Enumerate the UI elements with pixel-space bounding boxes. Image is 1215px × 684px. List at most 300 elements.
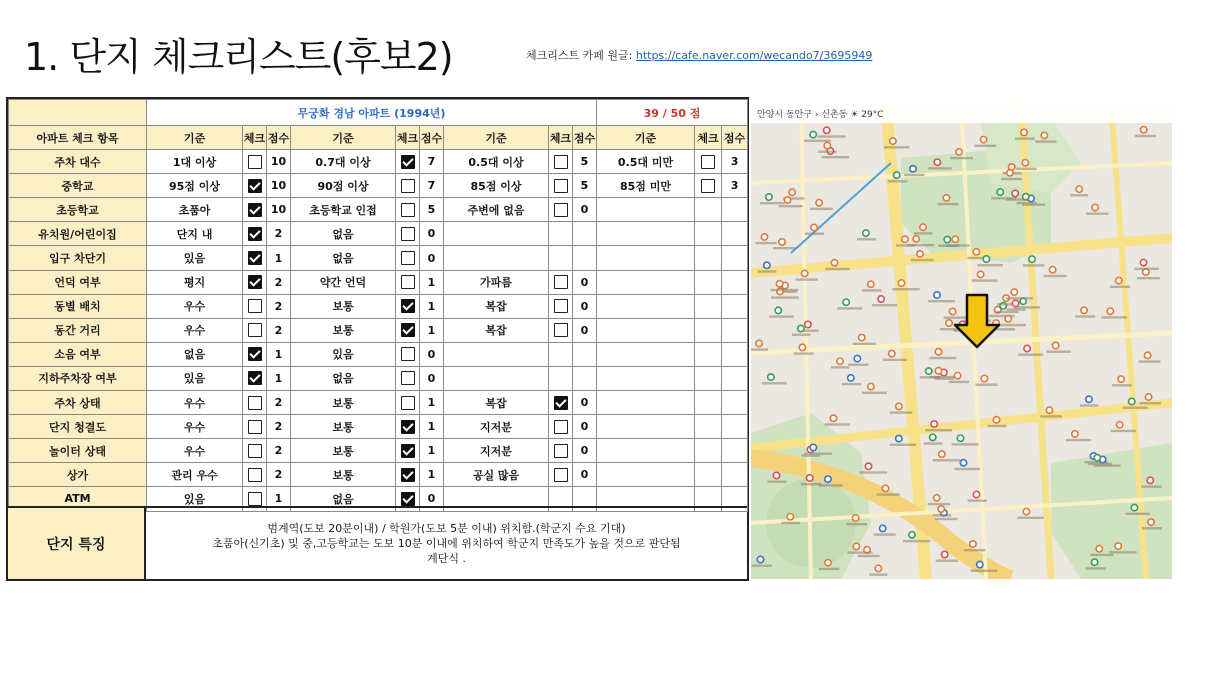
poi-marker (859, 334, 865, 340)
poi-marker (764, 262, 770, 268)
poi-marker (983, 256, 989, 262)
poi-label (1090, 554, 1113, 556)
check-cell (243, 198, 267, 222)
poi-label (805, 233, 824, 235)
checkbox-unchecked[interactable] (401, 396, 415, 410)
criterion-cell (444, 366, 549, 390)
poi-marker (1131, 504, 1137, 510)
poi-label (903, 540, 930, 542)
poi-marker (779, 239, 785, 245)
poi-label (1023, 264, 1044, 266)
poi-marker (868, 383, 874, 389)
checkbox-unchecked[interactable] (248, 420, 262, 434)
poi-marker (757, 556, 763, 562)
poi-marker (810, 131, 816, 137)
poi-label (971, 570, 997, 572)
points-cell (722, 222, 748, 246)
criterion-cell: 85점 이상 (444, 174, 549, 198)
poi-marker (824, 142, 830, 148)
poi-marker (1005, 316, 1011, 322)
checkbox-unchecked[interactable] (701, 179, 715, 193)
check-cell (396, 246, 420, 270)
poi-label (924, 442, 943, 444)
header-row (9, 126, 748, 150)
criterion-cell: 보통 (291, 415, 396, 439)
check-cell (396, 270, 420, 294)
checkbox-unchecked[interactable] (701, 155, 715, 169)
checkbox-unchecked[interactable] (248, 396, 262, 410)
check-cell (549, 198, 573, 222)
poi-marker (1011, 289, 1017, 295)
points-cell: 2 (267, 270, 291, 294)
criterion-cell (597, 198, 695, 222)
checklist-row (9, 342, 748, 366)
poi-marker (926, 368, 932, 374)
poi-label (1125, 513, 1149, 515)
poi-label (935, 518, 958, 520)
feature-line: 범계역(도보 20분이내) / 학원가(도보 5분 이내) 위치함.(학군지 수요 기대) (267, 522, 626, 535)
criterion-cell: 있음 (147, 487, 243, 511)
check-cell (243, 270, 267, 294)
poi-label (988, 425, 1007, 427)
points-cell: 1 (267, 342, 291, 366)
checkbox-unchecked[interactable] (401, 275, 415, 289)
poi-label (890, 444, 916, 446)
checkbox-checked[interactable] (554, 396, 568, 410)
checkbox-unchecked[interactable] (554, 203, 568, 217)
points-cell: 0 (573, 463, 597, 487)
poi-marker (1049, 267, 1055, 273)
poi-marker (1115, 543, 1121, 549)
feature-label: 단지 특징 (8, 508, 146, 579)
criterion-cell: 지저분 (444, 415, 549, 439)
poi-label (928, 167, 952, 169)
points-cell (573, 222, 597, 246)
points-cell: 5 (573, 150, 597, 174)
poi-label (760, 202, 785, 204)
criterion-cell: 우수 (147, 318, 243, 342)
check-cell (695, 318, 722, 342)
check-cell (396, 439, 420, 463)
criterion-cell (597, 270, 695, 294)
poi-marker (1023, 508, 1029, 514)
poi-label (884, 146, 909, 148)
checkbox-unchecked[interactable] (554, 323, 568, 337)
poi-label (1007, 308, 1026, 310)
points-cell: 0 (420, 246, 444, 270)
poi-marker (807, 475, 813, 481)
points-cell: 0 (573, 318, 597, 342)
checklist-row (9, 294, 748, 318)
check-cell (549, 415, 573, 439)
poi-marker (863, 230, 869, 236)
poi-marker (1076, 186, 1082, 192)
check-cell (549, 270, 573, 294)
check-cell (243, 415, 267, 439)
poi-label (752, 565, 772, 567)
points-cell: 0 (573, 270, 597, 294)
poi-marker (805, 321, 811, 327)
row-item-label: 소음 여부 (9, 342, 147, 366)
poi-marker (810, 444, 816, 450)
criterion-cell: 없음 (291, 487, 396, 511)
poi-label (758, 270, 777, 272)
header-check: 체크 (549, 126, 573, 150)
poi-label (869, 573, 887, 575)
criterion-cell: 복잡 (444, 318, 549, 342)
check-cell (243, 439, 267, 463)
poi-marker (898, 280, 904, 286)
poi-label (853, 343, 876, 345)
poi-marker (902, 236, 908, 242)
checkbox-unchecked[interactable] (554, 444, 568, 458)
check-cell (243, 150, 267, 174)
poi-label (874, 533, 896, 535)
points-cell (722, 391, 748, 415)
checkbox-unchecked[interactable] (248, 492, 262, 506)
checkbox-checked[interactable] (248, 347, 262, 361)
poi-label (928, 503, 950, 505)
poi-label (1040, 415, 1062, 417)
criterion-cell: 초품아 (147, 198, 243, 222)
poi-marker (942, 551, 948, 557)
check-cell (243, 391, 267, 415)
criterion-cell: 보통 (291, 294, 396, 318)
checkbox-checked[interactable] (401, 323, 415, 337)
checkbox-checked[interactable] (401, 299, 415, 313)
checkbox-unchecked[interactable] (248, 155, 262, 169)
points-cell: 0 (573, 415, 597, 439)
poi-marker (784, 197, 790, 203)
poi-marker (775, 307, 781, 313)
poi-label (1044, 275, 1067, 277)
page-title: 1. 단지 체크리스트(후보2) (24, 35, 453, 79)
checklist-row (9, 246, 748, 270)
total-score: 39 / 50 점 (597, 100, 748, 126)
check-cell (396, 415, 420, 439)
poi-marker (756, 340, 762, 346)
checkbox-unchecked[interactable] (554, 155, 568, 169)
checkbox-unchecked[interactable] (401, 203, 415, 217)
points-cell (722, 294, 748, 318)
points-cell: 0 (420, 487, 444, 511)
poi-label (975, 145, 997, 147)
poi-label (1017, 517, 1043, 519)
criterion-cell: 0.5대 미만 (597, 150, 695, 174)
poi-label (890, 411, 912, 413)
feature-row (8, 506, 747, 579)
poi-label (930, 376, 956, 378)
check-cell (243, 294, 267, 318)
check-cell (549, 150, 573, 174)
poi-label (755, 242, 776, 244)
poi-label (952, 443, 979, 445)
checkbox-checked[interactable] (248, 371, 262, 385)
check-cell (695, 366, 722, 390)
poi-marker (830, 415, 836, 421)
check-cell (396, 318, 420, 342)
poi-label (972, 279, 998, 281)
poi-label (818, 151, 836, 153)
poi-label (977, 264, 1003, 266)
poi-label (896, 244, 916, 246)
poi-marker (854, 355, 860, 361)
check-cell (396, 222, 420, 246)
criterion-cell: 보통 (291, 391, 396, 415)
checklist-sheet (6, 97, 749, 581)
checkbox-unchecked[interactable] (554, 275, 568, 289)
header-criterion: 기준 (147, 126, 243, 150)
poi-label (1005, 297, 1032, 299)
poi-marker (1081, 307, 1087, 313)
criterion-cell: 가파름 (444, 270, 549, 294)
checkbox-unchecked[interactable] (554, 468, 568, 482)
checklist-row (9, 150, 748, 174)
check-cell (243, 246, 267, 270)
criterion-cell: 우수 (147, 439, 243, 463)
check-cell (695, 198, 722, 222)
points-cell (722, 246, 748, 270)
criterion-cell: 없음 (291, 222, 396, 246)
header-points: 점수 (722, 126, 748, 150)
checkbox-unchecked[interactable] (401, 179, 415, 193)
poi-label (837, 307, 862, 309)
checkbox-checked[interactable] (401, 444, 415, 458)
poi-label (1006, 198, 1029, 200)
checkbox-unchecked[interactable] (401, 251, 415, 265)
poi-label (944, 317, 970, 319)
points-cell: 3 (722, 150, 748, 174)
check-cell (243, 318, 267, 342)
poi-label (1135, 135, 1156, 137)
criterion-cell: 90점 이상 (291, 174, 396, 198)
points-cell: 0 (420, 366, 444, 390)
poi-marker (917, 251, 923, 257)
poi-label (848, 364, 868, 366)
header-points: 점수 (420, 126, 444, 150)
checkbox-unchecked[interactable] (401, 347, 415, 361)
row-item-label: 언덕 여부 (9, 270, 147, 294)
poi-label (1070, 194, 1088, 196)
row-item-label: 동별 배치 (9, 294, 147, 318)
checkbox-checked[interactable] (248, 179, 262, 193)
checkbox-unchecked[interactable] (554, 299, 568, 313)
poi-label (904, 174, 924, 176)
poi-label (1080, 404, 1099, 406)
poi-marker (957, 435, 963, 441)
criterion-cell: 없음 (291, 366, 396, 390)
criterion-cell: 단지 내 (147, 222, 243, 246)
criterion-cell: 보통 (291, 318, 396, 342)
row-item-label: 유치원/어린이집 (9, 222, 147, 246)
criterion-cell (597, 342, 695, 366)
corner-cell (9, 100, 147, 126)
points-cell (722, 439, 748, 463)
poi-label (892, 288, 919, 290)
checkbox-checked[interactable] (248, 251, 262, 265)
poi-marker (1144, 352, 1150, 358)
check-cell (695, 174, 722, 198)
poi-label (1112, 384, 1132, 386)
points-cell: 7 (420, 174, 444, 198)
poi-marker (910, 166, 916, 172)
poi-label (821, 156, 849, 158)
poi-marker (798, 325, 804, 331)
check-cell (549, 174, 573, 198)
row-item-label: 초등학교 (9, 198, 147, 222)
poi-marker (1091, 559, 1097, 565)
criterion-cell: 공실 많음 (444, 463, 549, 487)
poi-marker (1147, 477, 1153, 483)
poi-marker (938, 506, 944, 512)
map-canvas (751, 103, 1172, 579)
poi-marker (868, 281, 874, 287)
poi-label (999, 324, 1026, 326)
points-cell: 5 (420, 198, 444, 222)
checkbox-unchecked[interactable] (554, 179, 568, 193)
criterion-cell (597, 415, 695, 439)
poi-marker (1012, 190, 1018, 196)
poi-label (933, 459, 960, 461)
poi-label (1016, 168, 1036, 170)
poi-marker (1129, 398, 1135, 404)
checkbox-checked[interactable] (401, 155, 415, 169)
poi-label (847, 523, 867, 525)
poi-marker (787, 514, 793, 520)
poi-marker (973, 491, 979, 497)
poi-marker (1107, 308, 1113, 314)
points-cell (722, 270, 748, 294)
criterion-cell (597, 439, 695, 463)
criterion-cell (597, 366, 695, 390)
checkbox-unchecked[interactable] (401, 227, 415, 241)
poi-label (1140, 402, 1161, 404)
poi-label (818, 135, 846, 137)
poi-label (1066, 439, 1091, 441)
poi-marker (1141, 127, 1147, 133)
poi-marker (837, 358, 843, 364)
checkbox-checked[interactable] (401, 468, 415, 482)
row-item-label: 중학교 (9, 174, 147, 198)
poi-marker (952, 236, 958, 242)
poi-marker (946, 320, 952, 326)
check-cell (549, 318, 573, 342)
header-criterion: 기준 (444, 126, 549, 150)
checkbox-unchecked[interactable] (248, 323, 262, 337)
points-cell: 10 (267, 174, 291, 198)
row-item-label: ATM (9, 487, 147, 511)
poi-label (862, 392, 887, 394)
criterion-cell: 관리 우수 (147, 463, 243, 487)
criterion-cell: 보통 (291, 463, 396, 487)
criterion-cell: 1대 이상 (147, 150, 243, 174)
poi-label (826, 268, 850, 270)
poi-label (771, 289, 799, 291)
poi-marker (880, 525, 886, 531)
points-cell: 1 (420, 270, 444, 294)
points-cell (573, 366, 597, 390)
checkbox-unchecked[interactable] (248, 299, 262, 313)
poi-label (911, 259, 934, 261)
feature-line: 초품아(신기초) 및 중,고등학교는 도보 10분 이내에 위치하여 학군지 만족도가 높을 것으로 판단됨 (212, 537, 681, 550)
criterion-cell: 지저분 (444, 439, 549, 463)
poi-label (914, 232, 932, 234)
poi-marker (896, 435, 902, 441)
poi-label (955, 468, 981, 470)
poi-marker (1094, 455, 1100, 461)
checkbox-unchecked[interactable] (248, 444, 262, 458)
poi-marker (934, 495, 940, 501)
row-item-label: 입구 차단기 (9, 246, 147, 270)
row-item-label: 단지 청결도 (9, 415, 147, 439)
map-topbar-text: 안양시 동안구 › 신촌동 ☀ 29°C (757, 110, 884, 120)
check-cell (695, 270, 722, 294)
source-link[interactable]: https://cafe.naver.com/wecando7/3695949 (635, 49, 873, 62)
poi-marker (1007, 170, 1013, 176)
poi-marker (934, 159, 940, 165)
location-map[interactable] (751, 103, 1172, 579)
poi-marker (980, 136, 986, 142)
check-cell (549, 222, 573, 246)
poi-marker (811, 224, 817, 230)
criterion-cell: 우수 (147, 294, 243, 318)
poi-marker (934, 292, 940, 298)
poi-label (768, 481, 787, 483)
poi-marker (970, 541, 976, 547)
criterion-cell: 없음 (291, 246, 396, 270)
poi-label (883, 359, 907, 361)
checkbox-unchecked[interactable] (401, 371, 415, 385)
check-cell (549, 366, 573, 390)
poi-label (1017, 202, 1037, 204)
criterion-cell: 보통 (291, 439, 396, 463)
checklist-row (9, 174, 748, 198)
poi-label (1014, 306, 1040, 308)
poi-marker (882, 485, 888, 491)
poi-marker (981, 375, 987, 381)
checkbox-checked[interactable] (401, 420, 415, 434)
checkbox-checked[interactable] (248, 203, 262, 217)
poi-label (872, 304, 897, 306)
poi-label (781, 522, 800, 524)
apartment-name: 무궁화 경남 아파트 (1994년) (147, 100, 597, 126)
criterion-cell (597, 222, 695, 246)
checkbox-unchecked[interactable] (554, 420, 568, 434)
checklist-row (9, 439, 748, 463)
checkbox-checked[interactable] (248, 227, 262, 241)
check-cell (396, 150, 420, 174)
poi-label (925, 429, 952, 431)
checkbox-checked[interactable] (248, 275, 262, 289)
check-cell (549, 342, 573, 366)
points-cell: 7 (420, 150, 444, 174)
poi-marker (913, 236, 919, 242)
points-cell: 1 (420, 439, 444, 463)
poi-marker (956, 149, 962, 155)
checkbox-checked[interactable] (401, 492, 415, 506)
poi-label (792, 334, 811, 336)
poi-label (858, 555, 880, 557)
poi-label (793, 352, 813, 354)
poi-marker (853, 515, 859, 521)
poi-label (964, 549, 986, 551)
source-prefix: 체크리스트 카페 원글: (526, 49, 636, 62)
header-criterion: 기준 (597, 126, 695, 150)
checkbox-unchecked[interactable] (248, 468, 262, 482)
header-criterion: 기준 (291, 126, 396, 150)
poi-label (831, 366, 849, 368)
poi-marker (1021, 129, 1027, 135)
